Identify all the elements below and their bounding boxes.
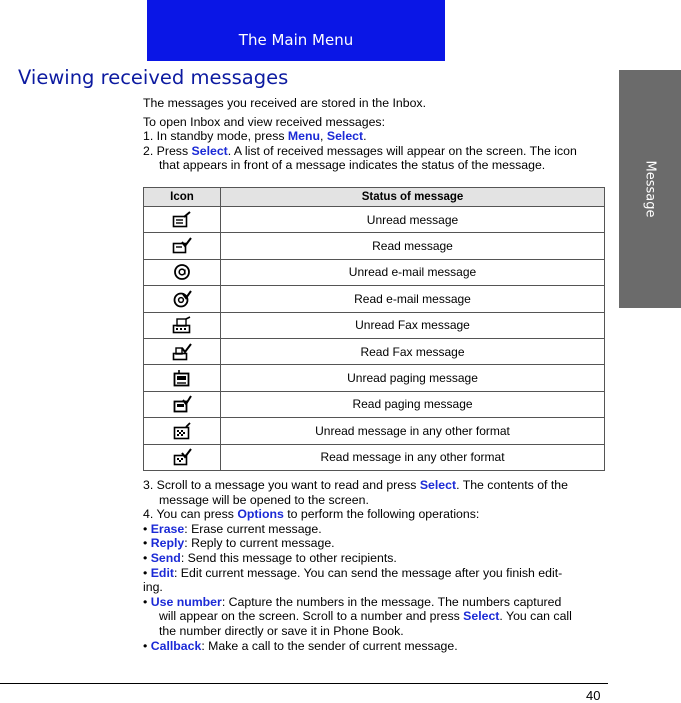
- message-status-table: [143, 187, 605, 471]
- select-keyword: Select: [419, 478, 457, 492]
- status-cell: Read Fax message: [221, 338, 605, 364]
- option-use-number-continued: the number directly or save it in Phone Book.: [159, 623, 404, 638]
- select-keyword: Select: [191, 143, 228, 158]
- use-number-keyword: Use number: [150, 594, 222, 609]
- status-cell: Read paging message: [221, 391, 605, 417]
- chapter-header: [147, 0, 445, 61]
- table-row: [144, 286, 605, 312]
- table-row: [144, 259, 605, 285]
- table-row: [144, 233, 605, 259]
- intro-line: To open Inbox and view received messages:: [143, 114, 385, 129]
- option-edit-continued: ing.: [143, 580, 163, 595]
- status-cell: Unread message in any other format: [221, 418, 605, 444]
- unread-fax-icon: [144, 312, 221, 338]
- step-1: 1. In standby mode, press Menu, Select.: [143, 129, 367, 144]
- step-3: 3. Scroll to a message you want to read and press Select. The contents of the: [143, 478, 568, 492]
- table-row: [144, 391, 605, 417]
- icon-column-header: Icon: [144, 188, 221, 207]
- option-use-number: • Use number: Capture the numbers in the message. The numbers captured: [143, 594, 562, 609]
- reply-keyword: Reply: [150, 536, 185, 551]
- table-row: [144, 338, 605, 364]
- status-cell: Read e-mail message: [221, 286, 605, 312]
- intro-text: [143, 96, 608, 173]
- status-cell: Unread Fax message: [221, 312, 605, 338]
- read-message-icon: [144, 233, 221, 259]
- status-cell: Read message in any other format: [221, 444, 605, 470]
- options-keyword: Options: [237, 507, 284, 522]
- intro-line: The messages you received are stored in the Inbox.: [143, 96, 426, 110]
- chapter-title: The Main Menu: [238, 31, 354, 49]
- erase-keyword: Erase: [150, 521, 185, 536]
- read-paging-icon: [144, 391, 221, 417]
- side-tab-label: Message: [642, 160, 658, 218]
- step-2: 2. Press Select. A list of received messages will appear on the screen. The icon: [143, 143, 577, 158]
- unread-other-format-icon: [144, 418, 221, 444]
- step-2-continued: that appears in front of a message indicates the status of the message.: [159, 158, 546, 173]
- option-send: • Send: Send this message to other recipients.: [143, 550, 397, 565]
- steps-text: [143, 478, 608, 653]
- option-use-number-continued: will appear on the screen. Scroll to a number and press Select. You can call: [159, 609, 572, 624]
- table-row: [144, 207, 605, 233]
- select-keyword: Select: [463, 609, 500, 624]
- table-row: [144, 444, 605, 470]
- table-row: [144, 312, 605, 338]
- option-erase: • Erase: Erase current message.: [143, 521, 322, 536]
- unread-email-icon: [144, 259, 221, 285]
- send-keyword: Send: [150, 550, 181, 565]
- section-title: Viewing received messages: [18, 66, 289, 89]
- unread-paging-icon: [144, 365, 221, 391]
- step-4: 4. You can press Options to perform the following operations:: [143, 507, 480, 522]
- read-other-format-icon: [144, 444, 221, 470]
- menu-keyword: Menu: [287, 129, 321, 144]
- edit-keyword: Edit: [150, 565, 174, 580]
- option-callback: • Callback: Make a call to the sender of current message.: [143, 638, 458, 653]
- status-cell: Unread e-mail message: [221, 259, 605, 285]
- read-email-icon: [144, 286, 221, 312]
- table-row: [144, 418, 605, 444]
- table-header-row: [144, 188, 605, 207]
- select-keyword: Select: [326, 129, 364, 144]
- side-section-tab: [619, 70, 681, 308]
- status-cell: Unread paging message: [221, 365, 605, 391]
- footer-divider: [0, 683, 608, 684]
- option-edit: • Edit: Edit current message. You can send the message after you finish edit-: [143, 565, 563, 580]
- status-cell: Unread message: [221, 207, 605, 233]
- read-fax-icon: [144, 338, 221, 364]
- callback-keyword: Callback: [150, 638, 202, 653]
- option-reply: • Reply: Reply to current message.: [143, 536, 335, 551]
- table-row: [144, 365, 605, 391]
- status-column-header: Status of message: [221, 188, 605, 207]
- status-cell: Read message: [221, 233, 605, 259]
- unread-message-icon: [144, 207, 221, 233]
- page-number: 40: [586, 688, 601, 703]
- step-3-continued: message will be opened to the screen.: [159, 492, 369, 507]
